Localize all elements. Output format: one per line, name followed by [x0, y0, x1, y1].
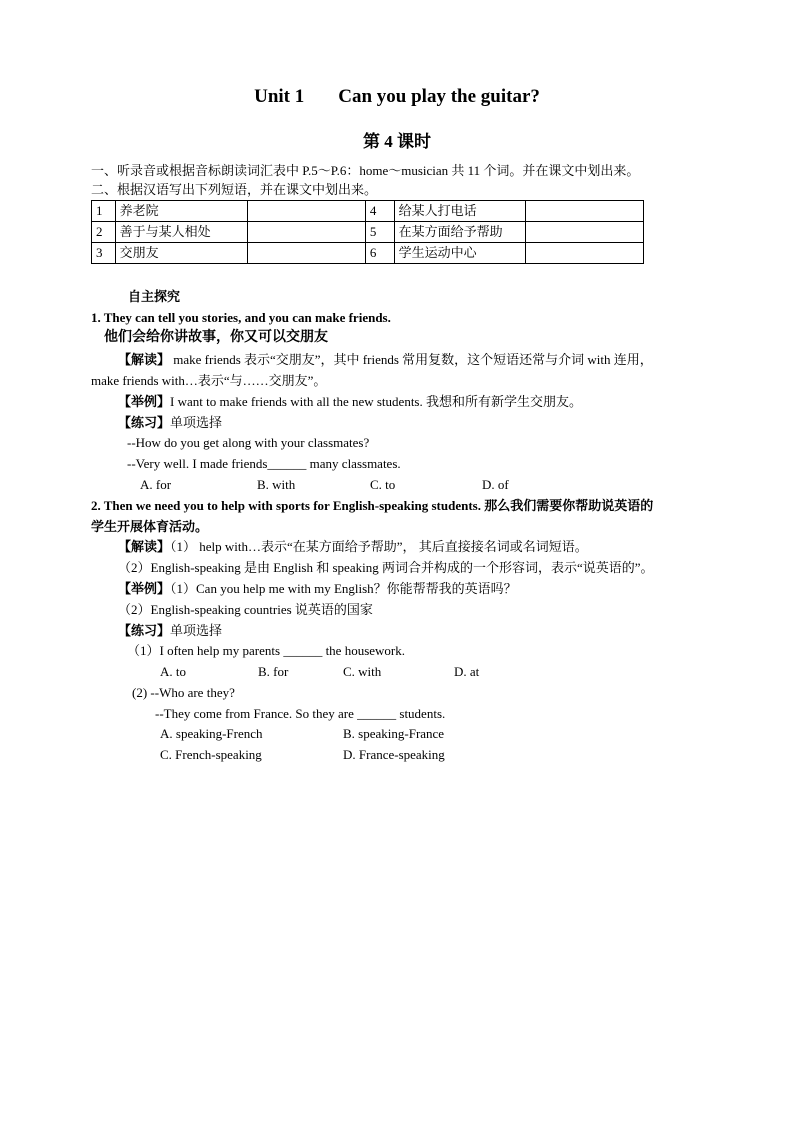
item2-explain — [118, 539, 588, 555]
table-row — [92, 201, 644, 222]
item1-explain — [118, 352, 653, 368]
table-row — [92, 222, 644, 243]
explain-label: 【解读】 — [118, 539, 171, 554]
phrase-cell: 给某人打电话 — [394, 201, 525, 222]
example-label: 【举例】 — [118, 394, 171, 409]
option-d[interactable]: D. France-speaking — [343, 747, 445, 762]
option-a[interactable]: A. for — [140, 477, 172, 492]
practice-label: 【练习】 — [118, 623, 171, 638]
phrase-cell: 学生运动中心 — [394, 243, 525, 264]
practice-text: 单项选择 — [170, 623, 223, 638]
option-c[interactable]: C. French-speaking — [160, 747, 262, 762]
instruction-two: 二、根据汉语写出下列短语，并在课文中划出来。 — [91, 182, 378, 197]
section-heading: 自主探究 — [128, 289, 181, 304]
item2-question1: （1）I often help my parents ______ the housework. — [127, 643, 406, 658]
answer-cell[interactable] — [525, 243, 643, 264]
option-a[interactable]: A. to — [160, 664, 186, 679]
answer-cell[interactable] — [247, 222, 365, 243]
row-number: 3 — [92, 243, 116, 264]
option-b[interactable]: B. with — [257, 477, 296, 492]
answer-cell[interactable] — [247, 201, 365, 222]
answer-cell[interactable] — [525, 222, 643, 243]
row-number: 1 — [92, 201, 116, 222]
item1-example — [118, 394, 582, 410]
period-title: 第 4 课时 — [363, 132, 431, 151]
item2-question2-line2: --They come from France. So they are ______ students. — [155, 706, 446, 721]
item1-practice — [118, 415, 222, 431]
instruction-one: 一、听录音或根据音标朗读词汇表中 P.5～P.6：home～musician 共 11 个词。并在课文中划出来。 — [91, 163, 640, 178]
option-c[interactable]: C. with — [343, 664, 382, 679]
item2-question2-line1: (2) --Who are they? — [132, 685, 235, 700]
option-d[interactable]: D. of — [482, 477, 509, 492]
example-label: 【举例】 — [118, 581, 171, 596]
explain-label: 【解读】 — [118, 352, 171, 367]
item2-sentence: 2. Then we need you to help with sports for English-speaking students. 那么我们需要你帮助说英语的 — [91, 498, 654, 513]
table-row — [92, 243, 644, 264]
row-number: 4 — [365, 201, 394, 222]
lesson-title: Can you play the guitar? — [338, 86, 540, 107]
row-number: 5 — [365, 222, 394, 243]
page-title — [0, 86, 794, 108]
row-number: 6 — [365, 243, 394, 264]
explain-text: （1） help with…表示“在某方面给予帮助”， 其后直接接名词或名词短语。 — [170, 539, 588, 554]
item1-question-line1: --How do you get along with your classmates? — [127, 435, 370, 450]
explain-text: make friends 表示“交朋友”，其中 friends 常用复数，这个短语还常与介词 with 连用， — [170, 352, 653, 367]
answer-cell[interactable] — [525, 201, 643, 222]
option-d[interactable]: D. at — [454, 664, 480, 679]
item1-sentence: 1. They can tell you stories, and you can make friends. — [91, 310, 391, 325]
option-c[interactable]: C. to — [370, 477, 396, 492]
item1-question-line2: --Very well. I made friends______ many classmates. — [127, 456, 401, 471]
option-b[interactable]: B. speaking-France — [343, 726, 445, 741]
item2-explain-cont: （2）English-speaking 是由 English 和 speaking 两词合并构成的一个形容词，表示“说英语的”。 — [118, 560, 654, 575]
item1-explain-cont: make friends with…表示“与……交朋友”。 — [91, 373, 327, 388]
answer-cell[interactable] — [247, 243, 365, 264]
item1-translation: 他们会给你讲故事，你又可以交朋友 — [104, 330, 328, 345]
option-b[interactable]: B. for — [258, 664, 289, 679]
phrase-cell: 交朋友 — [115, 243, 247, 264]
unit-label: Unit 1 — [254, 86, 305, 107]
item2-practice — [118, 623, 222, 639]
item2-example-2: （2）English-speaking countries 说英语的国家 — [118, 602, 373, 617]
phrase-cell: 善于与某人相处 — [115, 222, 247, 243]
example-text: （1）Can you help me with my English？你能帮帮我的英语吗？ — [170, 581, 517, 596]
row-number: 2 — [92, 222, 116, 243]
example-text: I want to make friends with all the new students. 我想和所有新学生交朋友。 — [170, 394, 582, 409]
phrase-cell: 养老院 — [115, 201, 247, 222]
option-a[interactable]: A. speaking-French — [160, 726, 263, 741]
phrase-cell: 在某方面给予帮助 — [394, 222, 525, 243]
item2-sentence-cont: 学生开展体育活动。 — [91, 519, 209, 534]
vocab-table — [91, 200, 644, 264]
practice-label: 【练习】 — [118, 415, 171, 430]
practice-text: 单项选择 — [170, 415, 223, 430]
item2-example — [118, 581, 517, 597]
